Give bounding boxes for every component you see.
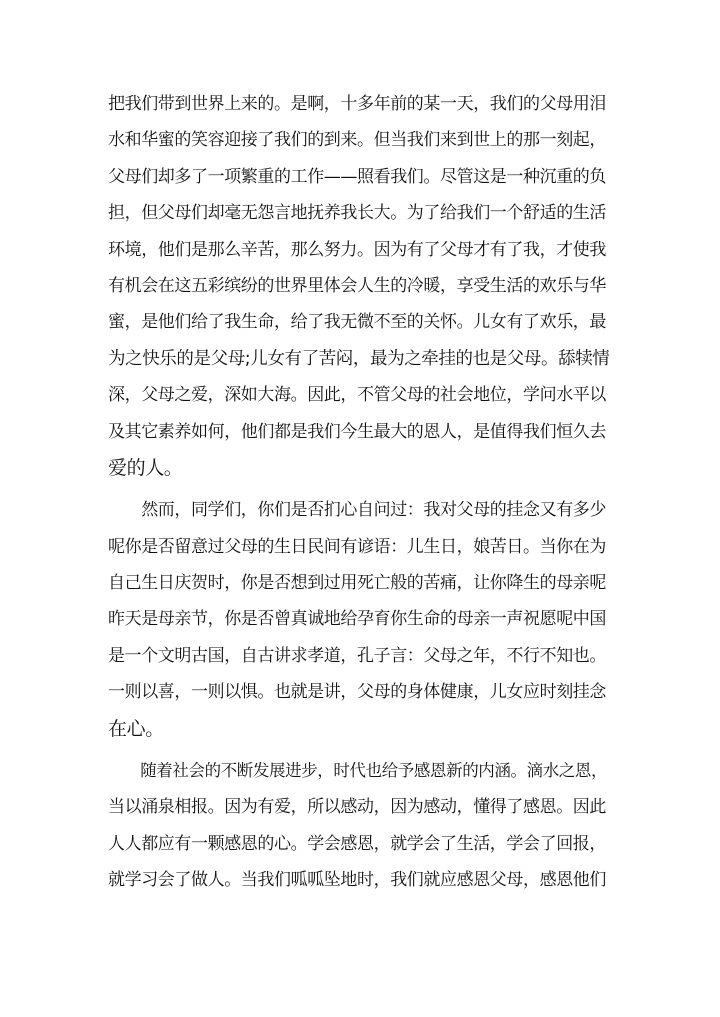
text-line: 是一个文明古国，自古讲求孝道，孔子言：父母之年，不行不知也。 bbox=[108, 645, 606, 666]
text-line: 当以涌泉相报。因为有爱，所以感动，因为感动，懂得了感恩。因此 bbox=[108, 797, 606, 818]
text-line: 在心。 bbox=[108, 717, 164, 740]
text-line: 担，但父母们却毫无怨言地抚养我长大。为了给我们一个舒适的生活 bbox=[108, 203, 606, 224]
text-line: 有机会在这五彩缤纷的世界里体会人生的冷暖，享受生活的欢乐与华 bbox=[108, 275, 606, 296]
body-text bbox=[108, 86, 616, 899]
text-line: 然而，同学们，你们是否扪心自问过：我对父母的挂念又有多少 bbox=[108, 500, 606, 521]
text-line: 把我们带到世界上来的。是啊，十多年前的某一天，我们的父母用泪 bbox=[108, 94, 606, 114]
paragraph-3 bbox=[108, 753, 616, 899]
text-line: 呢你是否留意过父母的生日民间有谚语：儿生日，娘苦日。当你在为 bbox=[108, 536, 606, 557]
text-line: 昨天是母亲节，你是否曾真诚地给孕育你生命的母亲一声祝愿呢中国 bbox=[108, 609, 606, 630]
text-line: 蜜，是他们给了我生命，给了我无微不至的关怀。儿女有了欢乐，最 bbox=[108, 312, 606, 333]
text-line: 自己生日庆贺时，你是否想到过用死亡般的苦痛，让你降生的母亲呢 bbox=[108, 573, 606, 594]
text-line: 环境，他们是那么辛苦，那么努力。因为有了父母才有了我，才使我 bbox=[108, 239, 606, 260]
text-line: 人人都应有一颗感恩的心。学会感恩，就学会了生活，学会了回报， bbox=[108, 833, 606, 854]
text-line: 父母们却多了一项繁重的工作——照看我们。尽管这是一种沉重的负 bbox=[108, 166, 606, 187]
text-line: 爱的人。 bbox=[108, 456, 183, 479]
text-line: 为之快乐的是父母;儿女有了苦闷，最为之牵挂的也是父母。舔犊情 bbox=[108, 348, 610, 369]
text-line: 就学习会了做人。当我们呱呱坠地时，我们就应感恩父母，感恩他们 bbox=[108, 870, 606, 891]
text-line: 随着社会的不断发展进步，时代也给予感恩新的内涵。滴水之恩， bbox=[108, 761, 608, 781]
paragraph-2 bbox=[108, 492, 616, 747]
text-line: 水和华蜜的笑容迎接了我们的到来。但当我们来到世上的那一刻起， bbox=[108, 130, 606, 151]
paragraph-1 bbox=[108, 86, 616, 486]
text-line: 一则以喜，一则以惧。也就是讲，父母的身体健康，儿女应时刻挂念 bbox=[108, 682, 606, 703]
text-line: 及其它素养如何，他们都是我们今生最大的恩人，是值得我们恒久去 bbox=[108, 421, 606, 442]
text-line: 深，父母之爱，深如大海。因此，不管父母的社会地位，学问水平以 bbox=[108, 385, 606, 406]
